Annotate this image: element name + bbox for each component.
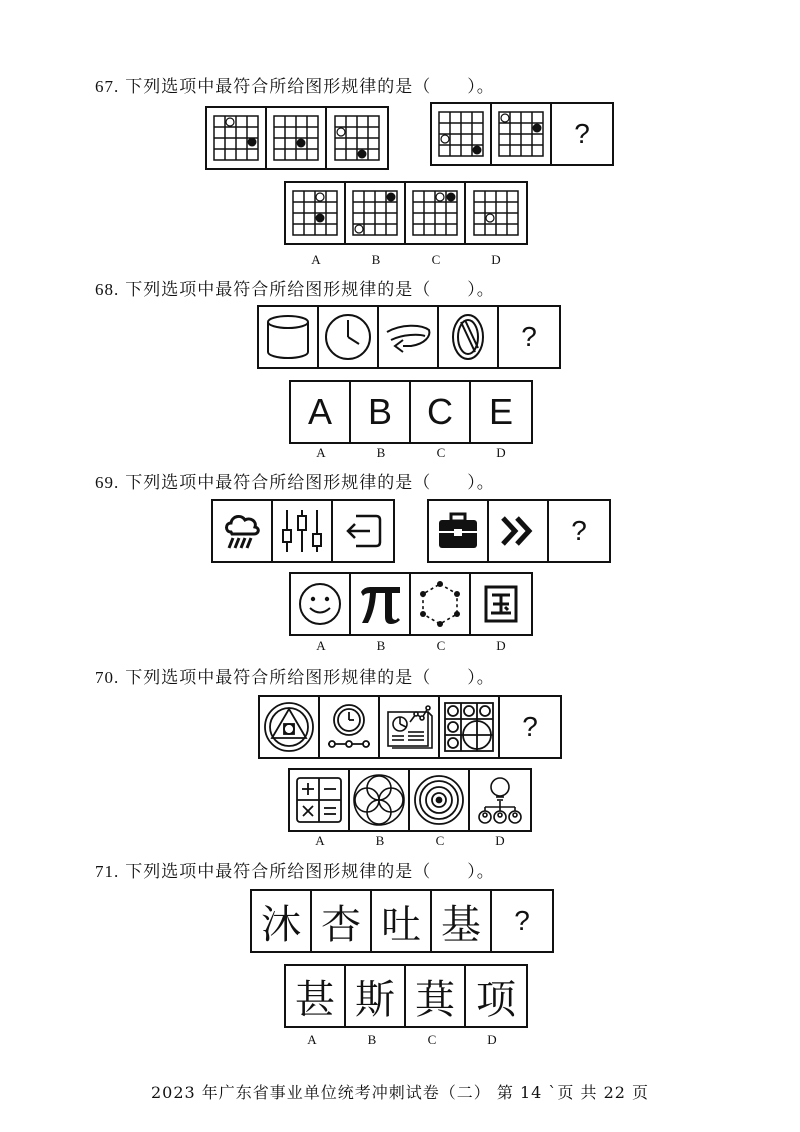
option-label: B — [367, 1032, 377, 1047]
stem-character: 沐 — [252, 891, 312, 951]
option-letter: C — [427, 391, 453, 432]
option-a-figure[interactable] — [286, 183, 346, 243]
option-label: A — [316, 445, 326, 460]
stem-strip — [258, 695, 562, 759]
option-label: B — [375, 833, 385, 848]
stem-character: 吐 — [372, 891, 432, 951]
option-d-figure[interactable] — [471, 382, 531, 442]
option-label: D — [491, 252, 501, 267]
sliders-icon — [273, 501, 333, 561]
option-letter: B — [367, 391, 392, 432]
stem-character: 杏 — [312, 891, 372, 951]
option-letter: E — [488, 391, 513, 432]
question-title: 70. 下列选项中最符合所给图形规律的是（ ）。 — [95, 668, 495, 688]
options-strip — [288, 768, 532, 832]
question-mark-cell — [499, 307, 559, 367]
option-d-figure[interactable] — [466, 183, 526, 243]
grid-figure — [207, 108, 267, 168]
question-mark-cell — [500, 697, 560, 757]
option-label: C — [436, 445, 446, 460]
option-a-figure[interactable]: 甚 — [286, 966, 346, 1026]
rain-cloud-icon — [213, 501, 273, 561]
option-labels — [282, 1032, 522, 1048]
question-mark: ? — [522, 711, 538, 742]
question-title: 68. 下列选项中最符合所给图形规律的是（ ）。 — [95, 280, 495, 300]
option-labels — [291, 638, 531, 654]
option-b-figure[interactable] — [346, 183, 406, 243]
options-strip — [284, 964, 528, 1028]
option-c-figure[interactable] — [406, 183, 466, 243]
option-labels — [290, 833, 530, 849]
option-label: C — [435, 833, 445, 848]
double-chevron-icon — [489, 501, 549, 561]
question-mark: ? — [574, 118, 590, 149]
clock-icon — [319, 307, 379, 367]
stem-strip-right — [427, 499, 611, 563]
option-b-figure[interactable]: 斯 — [346, 966, 406, 1026]
option-label: D — [496, 445, 506, 460]
option-label: D — [495, 833, 505, 848]
question-mark: ? — [514, 905, 530, 936]
option-c-figure[interactable] — [411, 382, 471, 442]
option-d-figure[interactable]: 项 — [476, 976, 516, 1023]
calculator-signs-icon[interactable] — [290, 770, 350, 830]
grid-figure — [327, 108, 387, 168]
option-labels — [286, 252, 526, 268]
grid-figure — [492, 104, 552, 164]
option-label: C — [431, 252, 441, 267]
grid-figure — [432, 104, 492, 164]
option-label: B — [376, 638, 386, 653]
stem-strip-left — [211, 499, 395, 563]
option-label: D — [487, 1032, 497, 1047]
option-label: B — [371, 252, 381, 267]
question-mark: ? — [571, 515, 587, 546]
overlapping-circles-icon[interactable] — [350, 770, 410, 830]
stem-character: 基 — [432, 891, 492, 951]
question-title: 69. 下列选项中最符合所给图形规律的是（ ）。 — [95, 473, 495, 493]
briefcase-icon — [429, 501, 489, 561]
question-mark-cell — [492, 891, 552, 951]
pi-icon[interactable] — [351, 574, 411, 634]
option-c-figure[interactable]: 萁 — [406, 966, 466, 1026]
option-label: D — [496, 638, 506, 653]
grid-figure — [267, 108, 327, 168]
chart-document-icon — [380, 697, 440, 757]
prohibited-oval-icon — [439, 307, 499, 367]
grid-circle-icon — [440, 697, 500, 757]
stem-strip — [257, 305, 561, 369]
stem-strip-left — [205, 106, 389, 170]
option-label: C — [436, 638, 446, 653]
smiley-icon[interactable] — [291, 574, 351, 634]
cylinder-icon — [259, 307, 319, 367]
option-label: C — [427, 1032, 437, 1047]
stem-strip-right — [430, 102, 614, 166]
question-mark: ? — [521, 321, 537, 352]
guo-square-icon[interactable] — [471, 574, 531, 634]
option-labels — [291, 445, 531, 461]
option-label: A — [316, 638, 326, 653]
page-footer: 2023 年广东省事业单位统考冲刺试卷（二） 第 14 `页 共 22 页 — [150, 1083, 650, 1102]
option-b-figure[interactable] — [351, 382, 411, 442]
dotted-hexagon-icon[interactable] — [411, 574, 471, 634]
option-label: A — [315, 833, 325, 848]
triangle-in-circle-icon — [260, 697, 320, 757]
option-label: A — [311, 252, 321, 267]
option-letter: A — [307, 391, 332, 432]
exit-arrow-icon — [333, 501, 393, 561]
options-strip — [289, 380, 533, 444]
option-label: A — [307, 1032, 317, 1047]
lightbulb-people-icon[interactable] — [470, 770, 530, 830]
question-mark-cell — [549, 501, 609, 561]
option-a-figure[interactable] — [291, 382, 351, 442]
clock-timeline-icon — [320, 697, 380, 757]
options-strip — [284, 181, 528, 245]
options-strip — [289, 572, 533, 636]
curved-arrow-icon — [379, 307, 439, 367]
option-label: B — [376, 445, 386, 460]
question-mark-cell — [552, 104, 612, 164]
question-title: 67. 下列选项中最符合所给图形规律的是（ ）。 — [95, 77, 495, 97]
target-circles-icon[interactable] — [410, 770, 470, 830]
stem-strip — [250, 889, 554, 953]
question-title: 71. 下列选项中最符合所给图形规律的是（ ）。 — [95, 862, 495, 882]
